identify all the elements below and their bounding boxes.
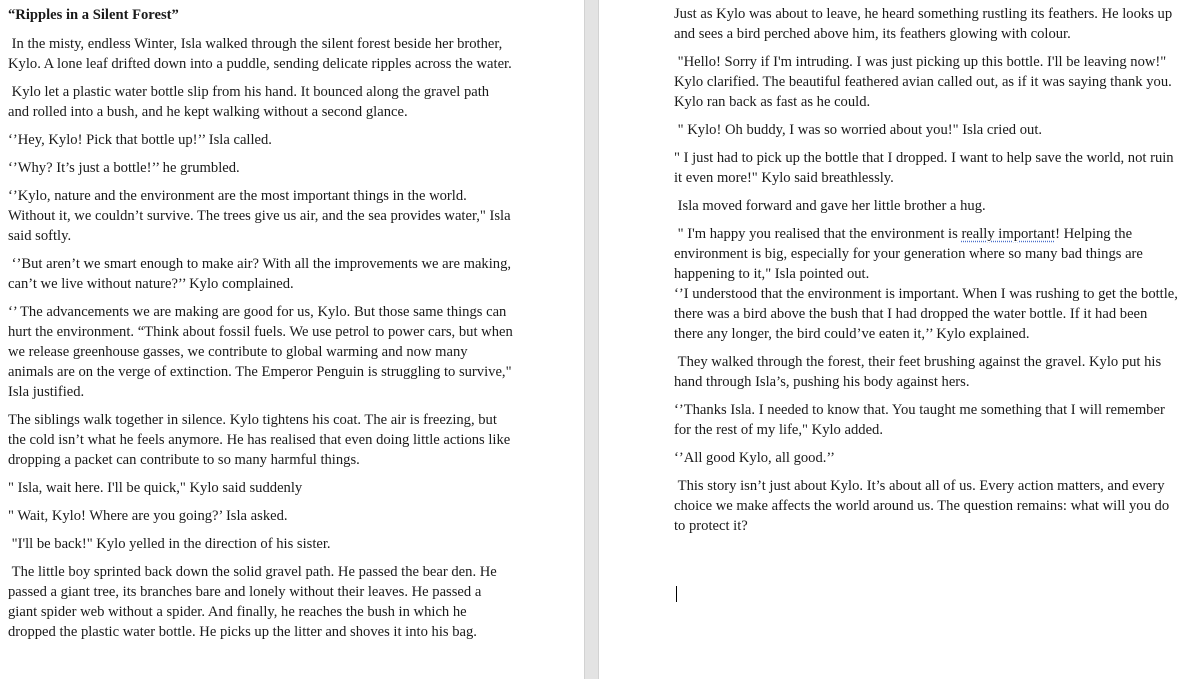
paragraph: " I just had to pick up the bottle that I dropped. I want to help save the world, not ruin it even more!" Kylo said breathlessly. bbox=[674, 150, 1178, 186]
paragraph: The siblings walk together in silence. Kylo tightens his coat. The air is freezing, but the cold isn’t what he feels anymore. He has realised that even doing little actions like dropping a packet can contribute to so many harmful things. bbox=[8, 412, 514, 468]
paragraph: ‘’Thanks Isla. I needed to know that. You taught me something that I will remember for the rest of my life," Kylo added. bbox=[674, 402, 1169, 438]
paragraph: The little boy sprinted back down the solid gravel path. He passed the bear den. He passed a giant tree, its branches bare and lonely without their leaves. He passed a giant spider web without a spider. And finally, he reaches the bush in which he dropped the plastic water bottle. He picks up the litter and shoves it into his bag. bbox=[8, 564, 501, 640]
right-text-column bbox=[674, 0, 1182, 544]
paragraph: In the misty, endless Winter, Isla walked through the silent forest beside her brother, Kylo. A lone leaf drifted down into a puddle, sending delicate ripples across the water. bbox=[8, 36, 512, 72]
paragraph: ‘’But aren’t we smart enough to make air? With all the improvements we are making, can’t we live without nature?’’ Kylo complained. bbox=[8, 256, 515, 292]
paragraph: "Hello! Sorry if I'm intruding. I was just picking up this bottle. I'll be leaving now!" Kylo clarified. The beautiful feathered avian called out, as if it was saying thank you. Kylo ran back as fast as he could. bbox=[674, 54, 1176, 110]
paragraph: Isla moved forward and gave her little brother a hug. bbox=[674, 198, 986, 214]
text-run: ! Helping the environment is big, especially for your generation where so many bad things are happening to it," Isla pointed out. bbox=[674, 226, 1147, 282]
paragraph: They walked through the forest, their feet brushing against the gravel. Kylo put his hand through Isla’s, pushing his body against hers. bbox=[674, 354, 1165, 390]
grammar-suggestion-mark[interactable]: really important bbox=[961, 226, 1056, 242]
paragraph: ‘’All good Kylo, all good.’’ bbox=[674, 450, 836, 466]
left-text-column bbox=[8, 0, 517, 650]
text-run: " I'm happy you realised that the environment is bbox=[674, 226, 962, 242]
page-gutter bbox=[584, 0, 599, 679]
paragraph: " Kylo! Oh buddy, I was so worried about you!" Isla cried out. bbox=[674, 122, 1043, 138]
text-cursor bbox=[676, 586, 677, 602]
story-title: “Ripples in a Silent Forest” bbox=[8, 7, 179, 23]
paragraph: ‘’ The advancements we are making are good for us, Kylo. But those same things can hurt the environment. “Think about fossil fuels. We use petrol to power cars, but when we release greenhouse gasses, we contribute to global warming and now many animals are on the verge of extinction. The Emperor Penguin is struggling to survive," Isla justified. bbox=[8, 304, 517, 400]
paragraph: This story isn’t just about Kylo. It’s about all of us. Every action matters, and every choice we make affects the world around us. The question remains: what will you do to protect it? bbox=[674, 478, 1173, 534]
paragraph: ‘’I understood that the environment is important. When I was rushing to get the bottle, there was a bird above the bush that I had dropped the water bottle. If it had been there any longer, the bird could’ve eaten it,’’ Kylo explained. bbox=[674, 286, 1182, 342]
paragraph: ‘’Kylo, nature and the environment are the most important things in the world. Without it, we couldn’t survive. The trees give us air, and the sea provides water," Isla said softly. bbox=[8, 188, 515, 244]
document-page-right[interactable] bbox=[599, 0, 1200, 679]
document-page-left[interactable] bbox=[0, 0, 584, 679]
paragraph: ‘’Hey, Kylo! Pick that bottle up!’’ Isla called. bbox=[8, 132, 272, 148]
paragraph bbox=[674, 224, 1179, 284]
paragraph: Kylo let a plastic water bottle slip from his hand. It bounced along the gravel path and rolled into a bush, and he kept walking without a second glance. bbox=[8, 84, 493, 120]
paragraph: "I'll be back!" Kylo yelled in the direction of his sister. bbox=[8, 536, 331, 552]
paragraph: Just as Kylo was about to leave, he heard something rustling its feathers. He looks up and sees a bird perched above him, its feathers glowing with colour. bbox=[674, 6, 1176, 42]
paragraph: " Wait, Kylo! Where are you going?’ Isla asked. bbox=[8, 508, 288, 524]
paragraph: ‘’Why? It’s just a bottle!’’ he grumbled. bbox=[8, 160, 240, 176]
paragraph: " Isla, wait here. I'll be quick," Kylo said suddenly bbox=[8, 480, 303, 496]
